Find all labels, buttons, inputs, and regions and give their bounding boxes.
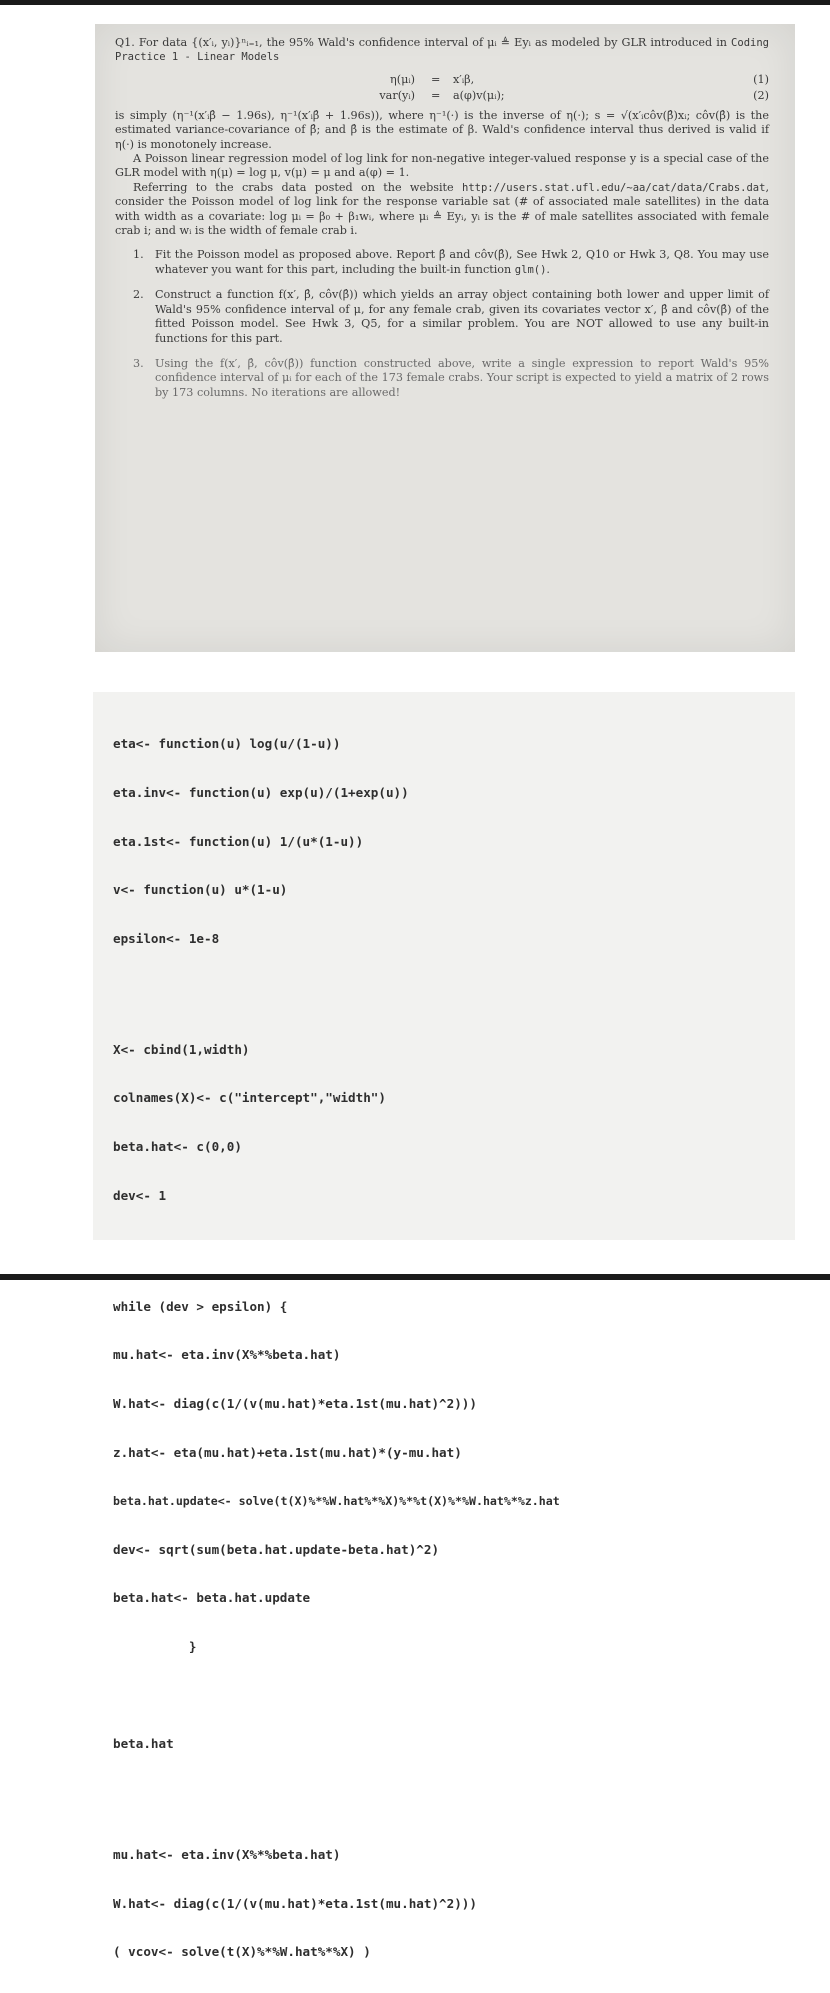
top-border: [0, 0, 830, 5]
eq2-rhs: a(φ)v(μᵢ);: [453, 88, 505, 102]
task-item-1: [133, 248, 769, 277]
task-number: 3.: [133, 356, 144, 370]
task-tail: .: [546, 262, 550, 276]
bottom-border: [0, 1274, 830, 1280]
crabs-text-b: , consider the Poisson model of log link for the response variable sat (# of associated male satellites) in the data with width as a covariate: log μᵢ = β₀ + β₁wᵢ, where μᵢ ≜ Eyᵢ, yᵢ is the # of male satellites associated with female crab i; and wᵢ is the width of female crab i.: [115, 180, 770, 238]
task-list: [133, 248, 769, 400]
code-line: colnames(X)<- c("intercept","width"): [113, 1090, 386, 1106]
code-block-output: [113, 1704, 795, 1785]
code-line: W.hat<- diag(c(1/(v(mu.hat)*eta.1st(mu.hat)^2))): [113, 1395, 477, 1411]
paragraph-wald: is simply (η⁻¹(x′ᵢβ̂ − 1.96s), η⁻¹(x′ᵢβ̂ + 1.96s)), where η⁻¹(·) is the inverse of η(·); s = √(x′ᵢcôv(β̂)xᵢ; côv(β̂) is the estimated variance-covariance of β̂; and β̂ is the estimate of β. Wald's confidence interval thus derived is valid if η(·) is monotonely increase.: [115, 108, 769, 151]
eq2-number: (2): [753, 88, 769, 102]
eq2-sign: =: [431, 88, 441, 102]
task-item-2: [133, 288, 769, 346]
code-line: eta.1st<- function(u) 1/(u*(1-u)): [113, 833, 364, 849]
code-block-loop: [113, 1266, 795, 1687]
code-block-setup: [113, 1009, 795, 1236]
task-text: Using the f(x′, β̂, côv(β̂)) function constructed above, write a single expression to report Wald's 95% confidence interval of μᵢ for each of the 173 female crabs. Your script is expected to yield a matrix of 2 rows by 173 columns. No iterations are allowed!: [155, 356, 769, 399]
code-block-vcov: [113, 1815, 795, 1993]
task-text: Construct a function f(x′, β̂, côv(β̂)) which yields an array object containing both lower and upper limit of Wald's 95% confidence interval of μ, for any female crab, given its covariates vector x′, β̂ and côv(β̂) of the fitted Poisson model. See Hwk 3, Q5, for a similar problem. You are NOT allowed to use any built-in functions for this part.: [155, 288, 769, 345]
code-line: v<- function(u) u*(1-u): [113, 882, 288, 898]
crabs-text-a: Referring to the crabs data posted on the website: [133, 180, 454, 194]
code-line: X<- cbind(1,width): [113, 1041, 250, 1057]
task-number: 2.: [133, 288, 144, 302]
code-line: eta<- function(u) log(u/(1-u)): [113, 736, 341, 752]
code-line: dev<- sqrt(sum(beta.hat.update-beta.hat)^2): [113, 1541, 440, 1557]
question-photo: [95, 24, 795, 652]
paragraph-poisson: A Poisson linear regression model of log link for non-negative integer-valued response y is a special case of the GLR model with η(μ) = log μ, v(μ) = μ and a(φ) = 1.: [115, 152, 769, 180]
task-item-3: [133, 357, 769, 400]
eq1-rhs: x′ᵢβ,: [453, 72, 475, 86]
eq1-number: (1): [753, 72, 769, 86]
code-line: beta.hat<- beta.hat.update: [113, 1590, 311, 1606]
code-line: W.hat<- diag(c(1/(v(mu.hat)*eta.1st(mu.hat)^2))): [113, 1895, 477, 1911]
code-line: }: [113, 1638, 197, 1654]
equation-1: [115, 73, 769, 89]
code-line: mu.hat<- eta.inv(X%*%beta.hat): [113, 1347, 341, 1363]
code-line: eta.inv<- function(u) exp(u)/(1+exp(u)): [113, 785, 409, 801]
eq2-lhs: var(yᵢ): [379, 88, 415, 102]
code-line: beta.hat.update<- solve(t(X)%*%W.hat%*%X)%*%t(X)%*%W.hat%*%z.hat: [113, 1494, 560, 1509]
task-number: 1.: [133, 248, 144, 262]
code-line: mu.hat<- eta.inv(X%*%beta.hat): [113, 1847, 341, 1862]
eq1-lhs: η(μᵢ): [390, 72, 415, 86]
code-line: ( vcov<- solve(t(X)%*%W.hat%*%X) ): [113, 1944, 371, 1960]
code-block-functions: [113, 704, 795, 979]
paragraph-crabs: [115, 181, 769, 239]
question-intro: [115, 36, 769, 65]
code-photo: [93, 692, 795, 1960]
task-text: Fit the Poisson model as proposed above. Report β̂ and côv(β̂), See Hwk 2, Q10 or Hwk 3, Q8. You may use whatever you want for this part, including the built-in function: [155, 248, 769, 276]
eq1-sign: =: [431, 72, 441, 86]
task-code: glm(): [514, 263, 547, 276]
code-line: beta.hat: [113, 1735, 174, 1751]
intro-code: Coding Practice 1 - Linear Models: [115, 37, 769, 64]
intro-text: Q1. For data {(x′ᵢ, yᵢ)}ⁿᵢ₌₁, the 95% Wald's confidence interval of μᵢ ≜ Eyᵢ as modeled by GLR introduced in: [115, 36, 727, 49]
equation-2: [115, 89, 769, 105]
code-line: dev<- 1: [113, 1187, 167, 1203]
code-line: epsilon<- 1e-8: [113, 930, 220, 946]
code-line: while (dev > epsilon) {: [113, 1298, 288, 1314]
code-line: z.hat<- eta(mu.hat)+eta.1st(mu.hat)*(y-mu.hat): [113, 1444, 462, 1460]
code-line: beta.hat<- c(0,0): [113, 1139, 242, 1155]
crabs-url: http://users.stat.ufl.edu/~aa/cat/data/Crabs.dat: [462, 181, 766, 194]
equation-block: [115, 71, 769, 105]
